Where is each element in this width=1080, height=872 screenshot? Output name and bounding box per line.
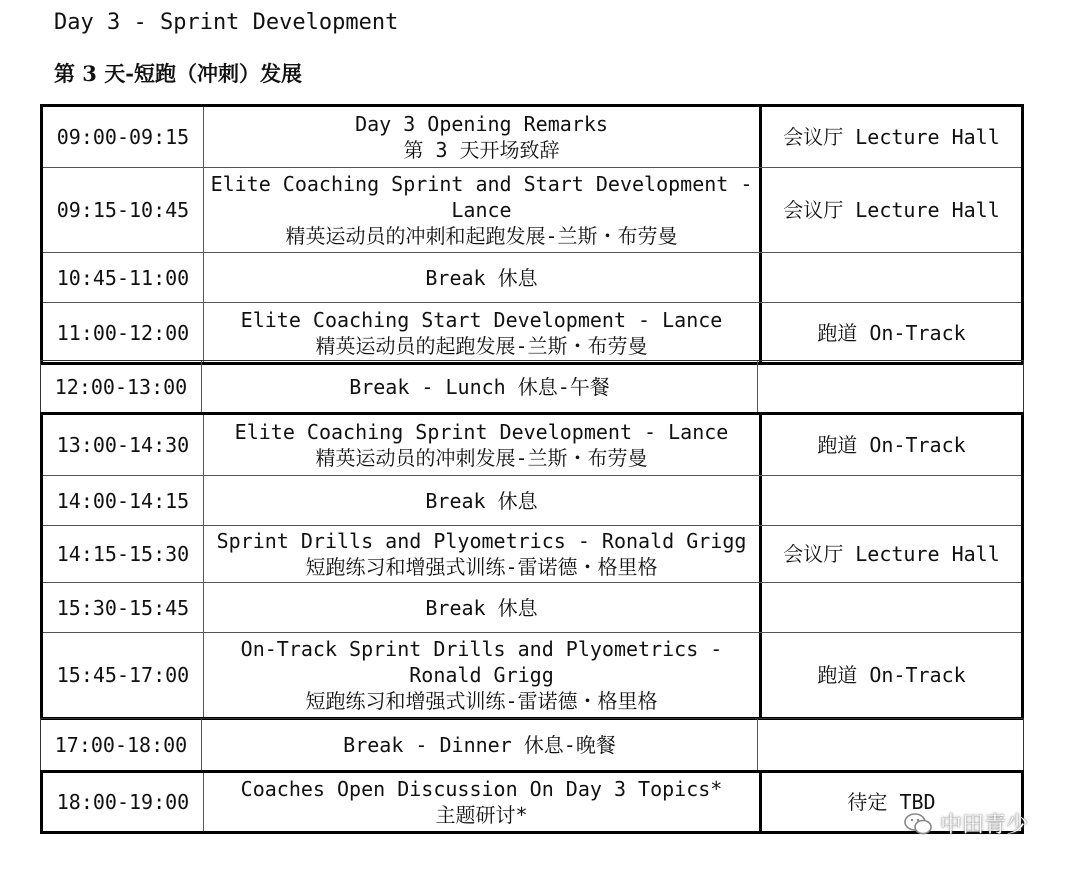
location-cell: 待定 TBD — [759, 773, 1021, 831]
event-line: Coaches Open Discussion On Day 3 Topics* — [240, 777, 723, 801]
event-line: Break - Lunch 休息-午餐 — [349, 375, 610, 399]
location-cell — [759, 253, 1021, 302]
time-cell: 15:30-15:45 — [56, 595, 190, 620]
schedule-row — [43, 252, 1021, 302]
event-cell — [203, 773, 759, 831]
schedule-row — [43, 302, 1021, 362]
schedule-row — [41, 361, 1023, 413]
location-cell — [757, 719, 1023, 771]
time-cell: 18:00-19:00 — [56, 790, 190, 814]
event-cell — [203, 476, 759, 525]
time-cell: 17:00-18:00 — [54, 733, 188, 757]
event-line: 主题研讨* — [435, 803, 528, 827]
event-line: Elite Coaching Start Development - Lance — [240, 307, 723, 332]
event-line: Break 休息 — [425, 265, 538, 290]
schedule-row — [43, 632, 1021, 717]
event-line: 短跑练习和增强式训练-雷诺德・格里格 — [305, 689, 658, 713]
time-cell: 10:45-11:00 — [56, 265, 190, 290]
event-cell — [203, 168, 759, 252]
schedule-block-morning — [40, 104, 1024, 365]
location-cell — [757, 361, 1023, 413]
schedule-row — [43, 415, 1021, 475]
event-cell — [203, 633, 759, 717]
wechat-icon — [904, 812, 934, 836]
location-cell: 会议厅 Lecture Hall — [759, 168, 1021, 252]
schedule-row — [43, 525, 1021, 582]
location-cell: 跑道 On-Track — [759, 303, 1021, 362]
location-cell: 跑道 On-Track — [759, 415, 1021, 475]
time-cell: 15:45-17:00 — [56, 663, 190, 687]
page-title-zh: 第 3 天-短跑（冲刺）发展 — [54, 61, 302, 86]
event-cell — [203, 107, 759, 167]
event-line: Break 休息 — [425, 595, 538, 620]
event-cell — [201, 719, 757, 771]
time-cell: 14:15-15:30 — [56, 542, 190, 566]
location-cell: 会议厅 Lecture Hall — [759, 526, 1021, 582]
event-cell — [201, 361, 757, 413]
event-cell — [203, 583, 759, 632]
schedule-row — [43, 475, 1021, 525]
schedule-block-evening — [40, 770, 1024, 834]
page-title-en: Day 3 - Sprint Development — [54, 10, 399, 35]
schedule-row — [43, 167, 1021, 252]
location-cell: 会议厅 Lecture Hall — [759, 107, 1021, 167]
event-line: 第 3 天开场致辞 — [403, 138, 560, 162]
event-cell — [203, 303, 759, 362]
event-line: Break - Dinner 休息-晚餐 — [343, 733, 616, 757]
schedule-block-dinner — [40, 718, 1024, 772]
location-cell — [759, 583, 1021, 632]
event-line: 精英运动员的冲刺发展-兰斯・布劳曼 — [315, 446, 648, 470]
event-line: Elite Coaching Sprint Development - Lance — [234, 420, 729, 444]
time-cell: 11:00-12:00 — [56, 320, 190, 345]
event-line: Break 休息 — [425, 488, 538, 513]
location-cell: 跑道 On-Track — [759, 633, 1021, 717]
event-line: Day 3 Opening Remarks — [355, 112, 608, 136]
event-line: 短跑练习和增强式训练-雷诺德・格里格 — [305, 555, 658, 579]
event-line: Lance — [451, 198, 512, 222]
event-cell — [203, 253, 759, 302]
event-line: 精英运动员的起跑发展-兰斯・布劳曼 — [315, 333, 648, 358]
schedule-block-afternoon — [40, 412, 1024, 720]
schedule-row — [43, 107, 1021, 167]
event-line: Elite Coaching Sprint and Start Development - — [210, 172, 753, 196]
event-line: 精英运动员的冲刺和起跑发展-兰斯・布劳曼 — [285, 224, 678, 248]
event-cell — [203, 526, 759, 582]
watermark-text: 中田青少 — [940, 813, 1029, 838]
event-cell — [203, 415, 759, 475]
event-line: On-Track Sprint Drills and Plyometrics - — [240, 637, 723, 661]
time-cell: 09:15-10:45 — [56, 198, 190, 222]
event-line: Ronald Grigg — [409, 663, 554, 687]
location-cell — [759, 476, 1021, 525]
time-cell: 12:00-13:00 — [54, 375, 188, 399]
time-cell: 14:00-14:15 — [56, 488, 190, 513]
time-cell: 13:00-14:30 — [56, 433, 190, 457]
schedule-row — [41, 719, 1023, 771]
watermark — [904, 808, 1028, 839]
event-line: Sprint Drills and Plyometrics - Ronald Grigg — [216, 529, 747, 553]
schedule-row — [43, 582, 1021, 632]
time-cell: 09:00-09:15 — [56, 125, 190, 149]
schedule-block-lunch — [40, 360, 1024, 414]
schedule-row — [43, 773, 1021, 831]
